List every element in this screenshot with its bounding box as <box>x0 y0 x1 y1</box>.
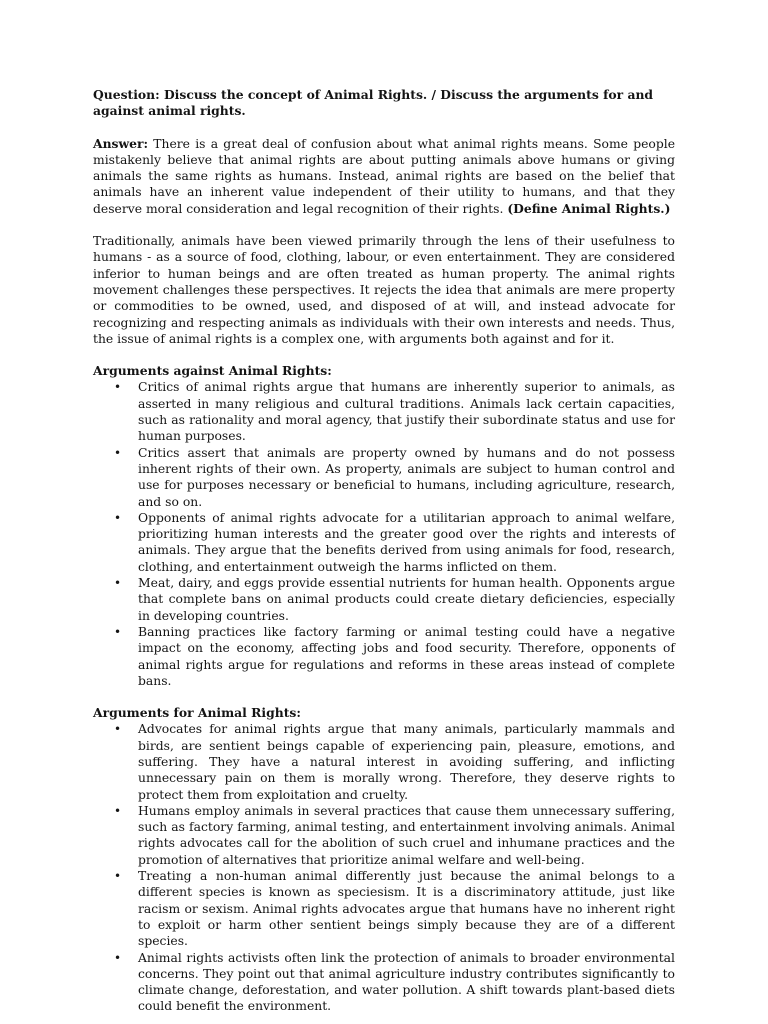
list-item-text: Humans employ animals in several practices that cause them unnecessary suffering, such as factory farming, animal testing, and entertainment involving animals. Animal rights advocates call for the abolition of such cruel and inhumane practices and the promotion of alternatives that prioritize animal welfare and well-being. <box>138 803 675 867</box>
bullet-icon: • <box>114 445 122 460</box>
context-paragraph: Traditionally, animals have been viewed primarily through the lens of their usefulness to humans - as a source of food, clothing, labour, or even entertainment. They are considered inferior to human beings and are often treated as human property. The animal rights movement challenges these perspectives. It rejects the idea that animals are mere property or commodities to be owned, used, and disposed of at will, and instead advocate for recognizing and respecting animals as individuals with their own interests and needs. Thus, the issue of animal rights is a complex one, with arguments both against and for it. <box>93 234 675 346</box>
answer-text: There is a great deal of confusion about what animal rights means. Some people mistakenly believe that animal rights are about putting animals above humans or giving animals the same rights as humans. Instead, animal rights are based on the belief that animals have an inherent value independent of their utility to humans, and that they deserve moral consideration and legal recognition of their rights. <box>93 136 675 216</box>
bullet-icon: • <box>114 624 122 639</box>
list-item <box>93 950 675 1015</box>
list-item-text: Critics assert that animals are property owned by humans and do not possess inherent rights of their own. As property, animals are subject to human control and use for purposes necessary or beneficial to humans, including agriculture, research, and so on. <box>138 445 675 509</box>
list-item-text: Advocates for animal rights argue that many animals, particularly mammals and birds, are sentient beings capable of experiencing pain, pleasure, emotions, and suffering. They have a natural interest in avoiding suffering, and inflicting unnecessary pain on them is morally wrong. Therefore, they deserve rights to protect them from exploitation and cruelty. <box>138 722 675 802</box>
for-heading: Arguments for Animal Rights: <box>93 705 301 721</box>
list-item <box>93 624 675 689</box>
answer-note: (Define Animal Rights.) <box>507 200 671 216</box>
list-item-text: Treating a non-human animal differently just because the animal belongs to a different species is known as speciesism. It is a discriminatory attitude, just like racism or sexism. Animal rights advocates argue that humans have no inherent right to exploit or harm other sentient beings simply because they are of a different species. <box>138 869 675 949</box>
list-item-text: Meat, dairy, and eggs provide essential nutrients for human health. Opponents argue that complete bans on animal products could create dietary deficiencies, especially in developing countries. <box>138 576 675 623</box>
question-heading: Question: Discuss the concept of Animal Rights. / Discuss the arguments for and against animal rights. <box>93 87 654 119</box>
bullet-icon: • <box>114 950 122 965</box>
list-item-text: Critics of animal rights argue that humans are inherently superior to animals, as asserted in many religious and cultural traditions. Animals lack certain capacities, such as rationality and moral agency, that justify their subordinate status and use for human purposes. <box>138 380 675 444</box>
answer-paragraph <box>93 136 675 217</box>
list-item <box>93 575 675 624</box>
against-heading: Arguments against Animal Rights: <box>93 363 332 379</box>
against-list <box>93 379 675 689</box>
list-item-text: Opponents of animal rights advocate for a utilitarian approach to animal welfare, prioritizing human interests and the greater good over the rights and interests of animals. They argue that the benefits derived from using animals for food, research, clothing, and entertainment outweigh the harms inflicted on them. <box>138 510 675 574</box>
bullet-icon: • <box>114 510 122 525</box>
list-item-text: Banning practices like factory farming or animal testing could have a negative impact on the economy, affecting jobs and food security. Therefore, opponents of animal rights argue for regulations and reforms in these areas instead of complete bans. <box>138 624 675 688</box>
bullet-icon: • <box>114 722 122 737</box>
list-item-text: Animal rights activists often link the protection of animals to broader environmental concerns. They point out that animal agriculture industry contributes significantly to climate change, deforestation, and water pollution. A shift towards plant-based diets could benefit the environment. <box>138 950 675 1014</box>
for-list <box>93 721 675 1014</box>
list-item <box>93 868 675 949</box>
list-item <box>93 445 675 510</box>
list-item <box>93 803 675 868</box>
bullet-icon: • <box>114 869 122 884</box>
list-item <box>93 721 675 802</box>
list-item <box>93 379 675 444</box>
answer-label: Answer: <box>93 135 149 151</box>
bullet-icon: • <box>114 803 122 818</box>
bullet-icon: • <box>114 576 122 591</box>
list-item <box>93 510 675 575</box>
bullet-icon: • <box>114 380 122 395</box>
